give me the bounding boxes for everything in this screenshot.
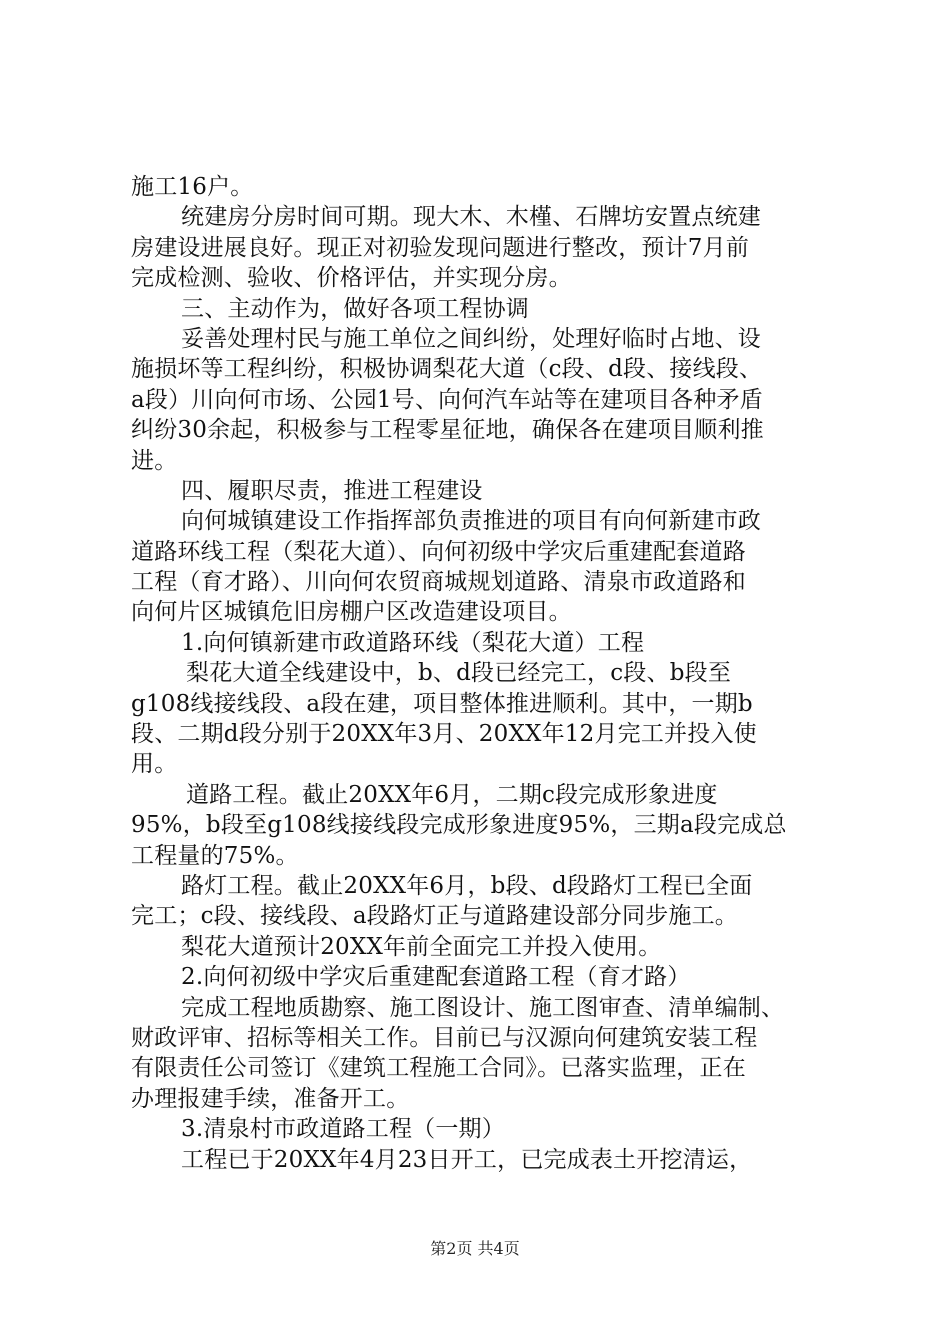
text-line: 财政评审、招标等相关工作。目前已与汉源向何建筑安装工程 [131, 1024, 758, 1051]
text-line: 工程量的75%。 [131, 842, 299, 869]
subsection-heading: 3.清泉村市政道路工程（一期） [181, 1116, 505, 1143]
text-line: 工程已于20XX年4月23日开工，已完成表土开挖清运， [181, 1146, 753, 1173]
text-line: 施工16户。 [131, 174, 254, 200]
subsection-heading: 1.向何镇新建市政道路环线（梨花大道）工程 [181, 629, 645, 656]
text-line: 路灯工程。截止20XX年6月，b段、d段路灯工程已全面 [181, 872, 753, 899]
text-line: 办理报建手续，准备开工。 [131, 1085, 410, 1112]
text-line: 纠纷30余起，积极参与工程零星征地，确保各在建项目顺利推 [131, 417, 764, 444]
text-line: 工程（育才路）、川向何农贸商城规划道路、清泉市政道路和 [131, 569, 746, 596]
text-line: 房建设进展良好。现正对初验发现问题进行整改，预计7月前 [131, 234, 750, 261]
text-line: 梨花大道全线建设中，b、d段已经完工，c段、b段至 [186, 660, 732, 687]
text-line: 段、二期d段分别于20XX年3月、20XX年12月完工并投入使 [131, 721, 757, 748]
section-heading: 三、主动作为，做好各项工程协调 [181, 295, 529, 322]
text-line: 用。 [131, 751, 178, 778]
text-line: 完工；c段、接线段、a段路灯正与道路建设部分同步施工。 [131, 903, 738, 930]
text-line: 完成工程地质勘察、施工图设计、施工图审查、清单编制、 [181, 994, 785, 1021]
text-line: 向何城镇建设工作指挥部负责推进的项目有向何新建市政 [181, 508, 761, 535]
text-line: a段）川向何市场、公园1号、向何汽车站等在建项目各种矛盾 [131, 386, 763, 413]
text-line: 95%，b段至g108线接线段完成形象进度95%，三期a段完成总 [131, 812, 787, 839]
text-line: 施损坏等工程纠纷，积极协调梨花大道（c段、d段、接线段、 [131, 356, 763, 383]
text-line: 妥善处理村民与施工单位之间纠纷，处理好临时占地、设 [181, 325, 761, 352]
text-line: 完成检测、验收、价格评估，并实现分房。 [131, 265, 572, 292]
text-line: 向何片区城镇危旧房棚户区改造建设项目。 [131, 599, 572, 626]
text-line: g108线接线段、a段在建，项目整体推进顺利。其中，一期b [131, 690, 753, 717]
subsection-heading: 2.向何初级中学灾后重建配套道路工程（育才路） [181, 964, 691, 991]
text-line: 有限责任公司签订《建筑工程施工合同》。已落实监理，正在 [131, 1055, 746, 1082]
text-line: 道路环线工程（梨花大道）、向何初级中学灾后重建配套道路 [131, 538, 746, 565]
document-body [131, 172, 831, 1175]
text-line: 统建房分房时间可期。现大木、木槿、石牌坊安置点统建 [181, 204, 761, 231]
text-line: 道路工程。截止20XX年6月，二期c段完成形象进度 [186, 781, 718, 808]
text-line: 进。 [131, 447, 178, 474]
text-line: 梨花大道预计20XX年前全面完工并投入使用。 [181, 933, 662, 960]
page-number: 第2页 共4页 [430, 1239, 520, 1258]
section-heading: 四、履职尽责，推进工程建设 [181, 477, 483, 504]
